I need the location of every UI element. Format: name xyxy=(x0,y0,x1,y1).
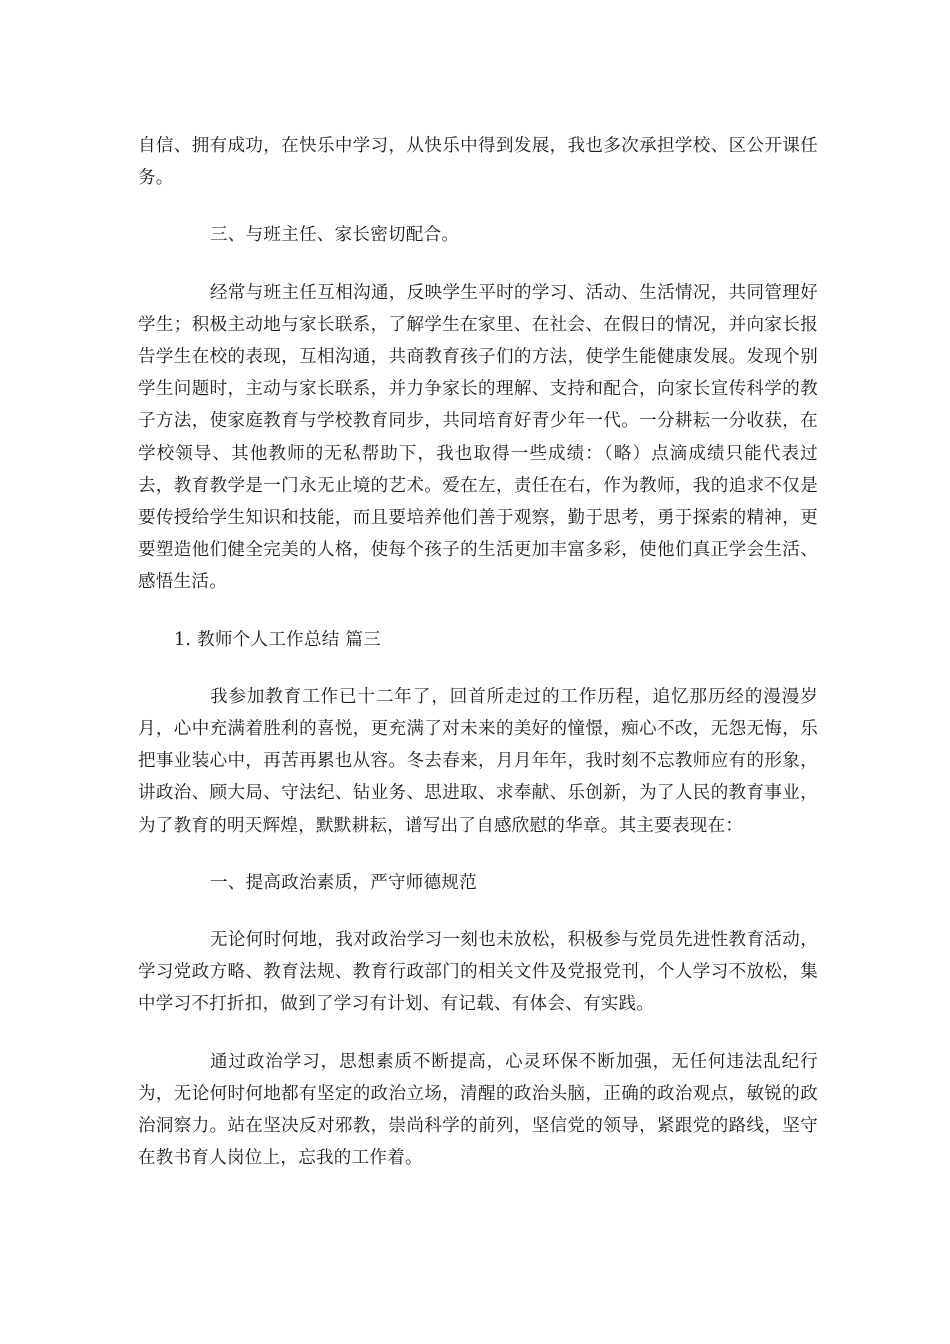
section-heading-1: 一、提高政治素质，严守师德规范 xyxy=(210,872,477,893)
paragraph-continuation: 自信、拥有成功，在快乐中学习，从快乐中得到发展，我也多次承担学校、区公开课任务。 xyxy=(138,136,818,189)
paragraph-parent-cooperation: 经常与班主任互相沟通，反映学生平时的学习、活动、生活情况，共同管理好学生；积极主动地与家长联系，了解学生在家里、在社会、在假日的情况，并向家长报告学生在校的表现，互相沟通，共商教育孩子们的方法，使学生能健康发展。发现个别学生问题时，主动与家长联系，并力争家长的理解、支持和配合，向家长宣传科学的教子方法，使家庭教育与学校教育同步，共同培育好青少年一代。一分耕耘一分收获，在学校领导、其他教师的无私帮助下，我也取得一些成绩：（略）点滴成绩只能代表过去，教育教学是一门永无止境的艺术。爱在左，责任在右，作为教师，我的追求不仅是要传授给学生知识和技能，而且要培养他们善于观察，勤于思考，勇于探索的精神，更要塑造他们健全完美的人格，使每个孩子的生活更加丰富多彩，使他们真正学会生活、感悟生活。 xyxy=(138,282,818,593)
document-body xyxy=(138,130,818,1199)
paragraph-political-study: 无论何时何地，我对政治学习一刻也未放松，积极参与党员先进性教育活动，学习党政方略、教育法规、教育行政部门的相关文件及党报党刊，个人学习不放松，集中学习不打折扣，做到了学习有计划、有记载、有体会、有实践。 xyxy=(138,930,818,1015)
article-title-part-3: 1. 教师个人工作总结 篇三 xyxy=(174,629,382,650)
paragraph-political-quality: 通过政治学习，思想素质不断提高，心灵环保不断加强，无任何违法乱纪行为，无论何时何地都有坚定的政治立场，清醒的政治头脑，正确的政治观点，敏锐的政治洞察力。站在坚决反对邪教，崇尚科学的前列，坚信党的领导，紧跟党的路线，坚守在教书育人岗位上，忘我的工作着。 xyxy=(138,1051,818,1169)
paragraph-intro: 我参加教育工作已十二年了，回首所走过的工作历程，追忆那历经的漫漫岁月，心中充满着胜利的喜悦，更充满了对未来的美好的憧憬，痴心不改，无怨无悔，乐把事业装心中，再苦再累也从容。冬去春来，月月年年，我时刻不忘教师应有的形象，讲政治、顾大局、守法纪、钻业务、思进取、求奉献、乐创新，为了人民的教育事业，为了教育的明天辉煌，默默耕耘，谱写出了自感欣慰的华章。其主要表现在： xyxy=(138,686,818,836)
section-heading-3: 三、与班主任、家长密切配合。 xyxy=(210,225,460,246)
